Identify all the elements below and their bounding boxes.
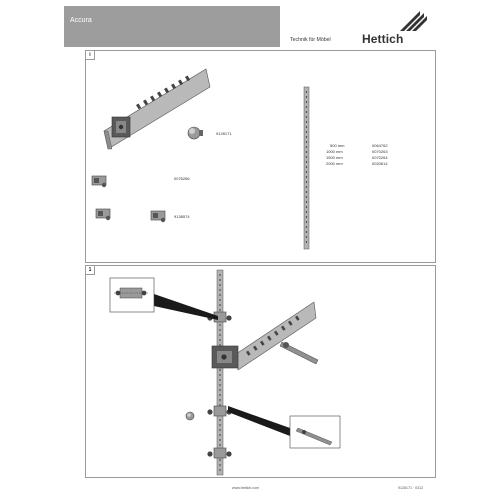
- vertical-rail: [217, 270, 223, 475]
- rail-clip-bottom: [207, 448, 231, 458]
- rail-clip-middle: [207, 406, 231, 416]
- part-number-clip-b: 9138574: [174, 214, 190, 219]
- footer-url: www.hettich.com: [232, 486, 259, 490]
- detail-callout-top: [110, 278, 218, 320]
- rail-part-number: 0070264: [372, 155, 388, 160]
- round-connector: [186, 412, 194, 420]
- info-panel: [85, 50, 436, 263]
- tagline: Technik für Möbel: [290, 37, 331, 43]
- detail-callout-bottom: [228, 406, 340, 448]
- header-bar: [64, 6, 280, 47]
- rail-part-number: 0070263: [372, 149, 388, 154]
- panel-label: 1: [86, 266, 95, 275]
- insert-pin: [280, 342, 318, 364]
- hettich-logo-icon: [398, 9, 428, 33]
- header: [64, 6, 432, 47]
- vertical-rail: [304, 87, 309, 249]
- assembly-illustration: [86, 266, 435, 477]
- rail-part-number: 0020614: [372, 161, 388, 166]
- rail-length: 2000 mm: [326, 161, 343, 166]
- part-number-clip-a: 0076266: [174, 176, 190, 181]
- slotted-bracket: [212, 302, 316, 370]
- brand-name: Hettich: [362, 32, 404, 46]
- rail-length: 1000 mm: [326, 149, 343, 154]
- rail-length: 500 mm: [330, 143, 345, 148]
- document-code: 9128171 · 0312: [398, 486, 424, 490]
- product-name: Accura: [70, 17, 92, 24]
- rail-length: 1500 mm: [326, 155, 343, 160]
- panel-label: i: [86, 51, 95, 60]
- round-connector: [188, 127, 203, 139]
- rail-part-number: 0064762: [372, 143, 388, 148]
- part-number-connector: 9128171: [216, 131, 232, 136]
- clip-part-b: [96, 209, 165, 222]
- assembly-panel: [85, 265, 436, 478]
- clip-part-a: [92, 176, 106, 187]
